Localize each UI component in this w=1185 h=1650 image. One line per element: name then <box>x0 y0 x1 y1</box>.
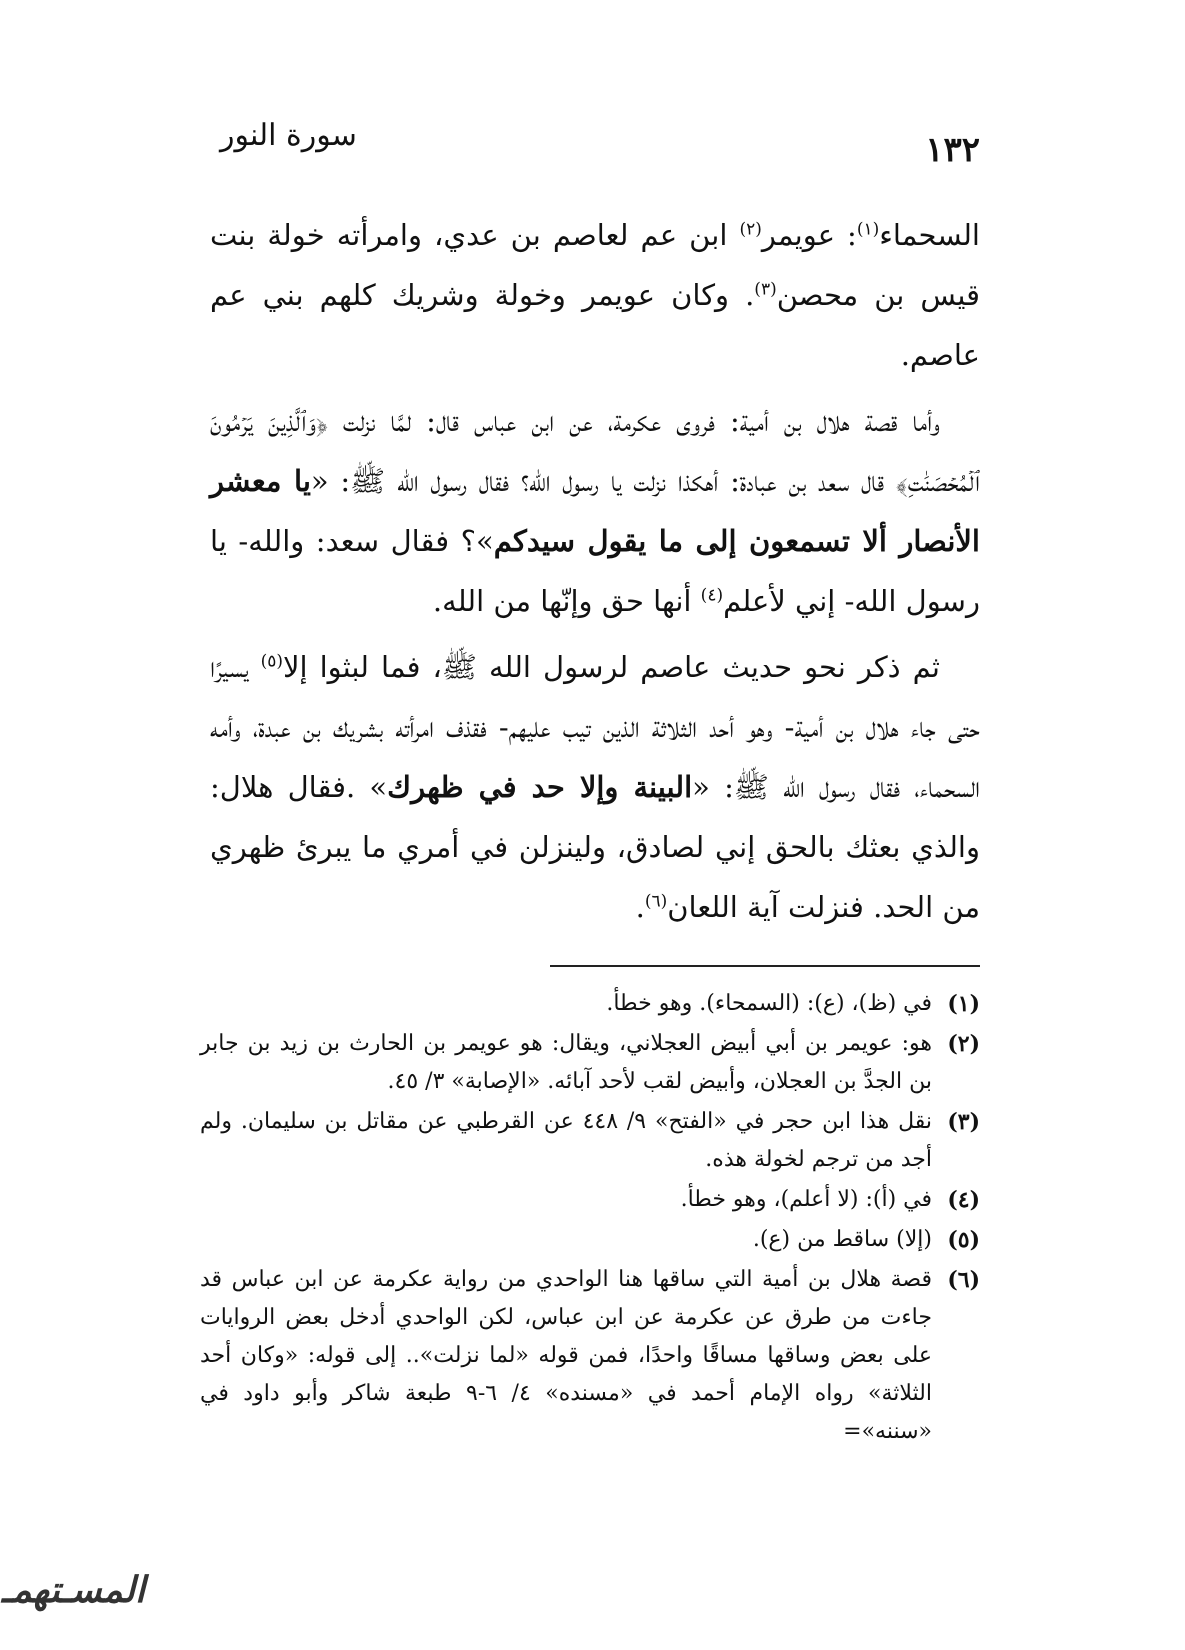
text-span: وأما قصة هلال بن أمية: فروى عكرمة، عن ابن عباس قال: لمَّا نزلت ﴿وَٱلَّذِينَ يَرۡمُونَ ٱلۡمُحۡصَنَٰتِ﴾ قال سعد بن عبادة: أهكذا نزلت يا رسول الله؟ فقال رسول الله ﷺ: « <box>210 404 980 498</box>
text-span: ابن عم لعاصم بن عدي، وامرأته خولة بنت قيس بن محصن <box>210 218 980 312</box>
text-span: » .فقال هلال: والذي بعثك بالحق إني لصادق، ولينزلن في أمري ما يبرئ ظهري من الحد. فنزلت آية اللعان <box>210 770 980 924</box>
footnote-text: قصة هلال بن أمية التي ساقها هنا الواحدي من رواية عكرمة عن ابن عباس قد جاءت من طرق عن عكرمة عن ابن عباس، لكن الواحدي أدخل بعض الروايات على بعض وساقها مساقًا واحدًا، فمن قوله «لما نزلت».. إلى قوله: «وكان أحد الثلاثة» رواه الإمام أحمد في «مسنده» ٤/ ٦-٩ طبعة شاكر وأبو داود في «سننه»= <box>200 1267 932 1444</box>
text-span: ثم ذكر نحو حديث عاصم لرسول الله ﷺ، فما لبثوا إلا <box>282 650 941 684</box>
text-span: أنها حق وإنّها من الله. <box>432 584 701 618</box>
text-span: : عويمر <box>761 218 857 252</box>
footnote-number: (٥) <box>947 1227 980 1253</box>
footnote-text: هو: عويمر بن أبي أبيض العجلاني، ويقال: هو عويمر بن الحارث بن زيد بن جابر بن الجدَّ بن العجلان، وأبيض لقب لأحد آبائه. «الإصابة» ٣/ ٤٥. <box>200 1031 932 1094</box>
footnote-number: (١) <box>947 991 980 1017</box>
footnotes <box>200 985 980 1453</box>
text-span: . وكان عويمر وخولة وشريك كلهم بني عم عاصم. <box>210 278 980 372</box>
footnote <box>200 1025 980 1101</box>
footnote-number: (٤) <box>947 1187 980 1213</box>
footnote-text: في (ظ)، (ع): (السمحاء). وهو خطأ. <box>606 991 932 1016</box>
text-span: . <box>635 890 645 924</box>
paragraph-3 <box>210 637 980 937</box>
logo-text: المسـتهمـ <box>1 1569 145 1611</box>
footnote-text: (إلا) ساقط من (ع). <box>752 1227 932 1252</box>
footnote <box>200 985 980 1023</box>
footnote-number: (٢) <box>947 1031 980 1057</box>
text-span: »؟ فقال سعد: والله- يا رسول الله- إني لأعلم <box>210 524 980 618</box>
watermark-logo <box>1 1555 145 1625</box>
hadith-quote: البينة وإلا حد في ظهرك <box>387 770 693 804</box>
footnote <box>200 1103 980 1179</box>
running-head: سورة النور <box>220 118 357 153</box>
footnote-number: (٣) <box>947 1109 980 1135</box>
footnote-text: في (أ): (لا أعلم)، وهو خطأ. <box>680 1187 932 1212</box>
paragraph-2 <box>210 391 980 631</box>
paragraph-1 <box>210 205 980 385</box>
footnote-ref-1: (١) <box>856 219 880 240</box>
footnote-ref-6: (٦) <box>644 891 668 912</box>
text-span: السحماء <box>879 218 980 252</box>
hadith-quote: يا معشر الأنصار ألا تسمعون إلى ما يقول سيدكم <box>210 464 980 558</box>
main-text <box>210 205 980 943</box>
footnote-ref-4: (٤) <box>700 585 724 606</box>
footnote-ref-2: (٢) <box>739 219 762 240</box>
footnote-ref-3: (٣) <box>754 279 777 300</box>
footnote-number: (٦) <box>947 1267 980 1293</box>
footnote <box>200 1221 980 1259</box>
page-number: ١٣٢ <box>925 130 980 170</box>
footnote-ref-5: (٥) <box>260 651 283 672</box>
footnote-separator <box>550 965 980 967</box>
footnote <box>200 1261 980 1451</box>
footnote <box>200 1181 980 1219</box>
footnote-text: نقل هذا ابن حجر في «الفتح» ٩/ ٤٤٨ عن القرطبي عن مقاتل بن سليمان. ولم أجد من ترجم لخولة هذه. <box>200 1109 932 1172</box>
text-span: يسيرًا حتى جاء هلال بن أمية- وهو أحد الثلاثة الذين تيب عليهم- فقذف امرأته بشريك بن عبدة، وأمه السحماء، فقال رسول الله ﷺ: « <box>210 650 980 804</box>
